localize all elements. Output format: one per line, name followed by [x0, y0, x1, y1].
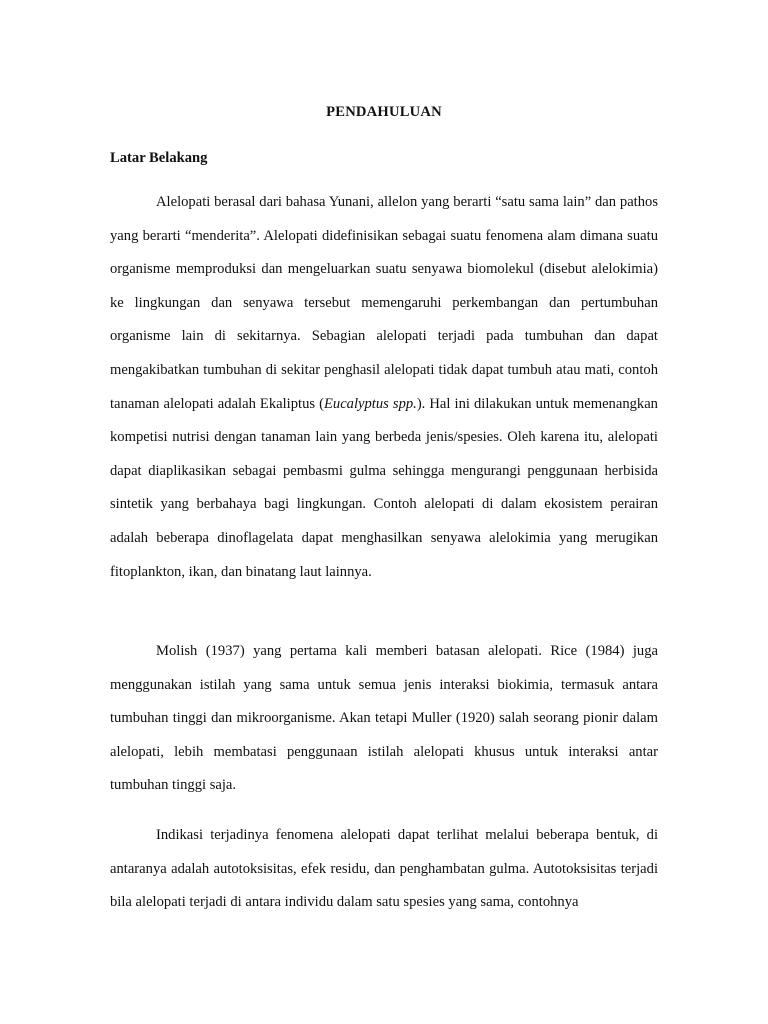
page-title: PENDAHULUAN [326, 104, 442, 120]
paragraph-1-text-b: ). Hal ini dilakukan untuk memenangkan kompetisi nutrisi dengan tanaman lain yang berbeda jenis/spesies. Oleh karena itu, alelopati dapat diaplikasikan sebagai pembasmi gulma sehingga mengurangi penggunaan herbisida sintetik yang berbahaya bagi lingkungan. Contoh alelopati di dalam ekosistem perairan adalah beberapa dinoflagelata dapat menghasilkan senyawa alelokimia yang merugikan fitoplankton, ikan, dan binatang laut lainnya. [110, 395, 658, 580]
paragraph-1-italic-species: Eucalyptus spp. [323, 395, 417, 412]
paragraph-1 [110, 186, 658, 589]
paragraph-2: Molish (1937) yang pertama kali memberi batasan alelopati. Rice (1984) juga menggunakan istilah yang sama untuk semua jenis interaksi biokimia, termasuk antara tumbuhan tinggi dan mikroorganisme. Akan tetapi Muller (1920) salah seorang pionir dalam alelopati, lebih membatasi penggunaan istilah alelopati khusus untuk interaksi antar tumbuhan tinggi saja. [110, 643, 658, 794]
paragraph-3: Indikasi terjadinya fenomena alelopati dapat terlihat melalui beberapa bentuk, di antaranya adalah autotoksisitas, efek residu, dan penghambatan gulma. Autotoksisitas terjadi bila alelopati terjadi di antara individu dalam satu spesies yang sama, contohnya [110, 827, 658, 911]
section-heading: Latar Belakang [110, 150, 208, 166]
paragraph-1-text-a: Alelopati berasal dari bahasa Yunani, allelon yang berarti “satu sama lain” dan pathos yang berarti “menderita”. Alelopati didefinisikan sebagai suatu fenomena alam dimana suatu organisme memproduksi dan mengeluarkan suatu senyawa biomolekul (disebut alelokimia) ke lingkungan dan senyawa tersebut memengaruhi perkembangan dan pertumbuhan organisme lain di sekitarnya. Sebagian alelopati terjadi pada tumbuhan dan dapat mengakibatkan tumbuhan di sekitar penghasil alelopati tidak dapat tumbuh atau mati, contoh tanaman alelopati adalah Ekaliptus ( [110, 194, 658, 412]
